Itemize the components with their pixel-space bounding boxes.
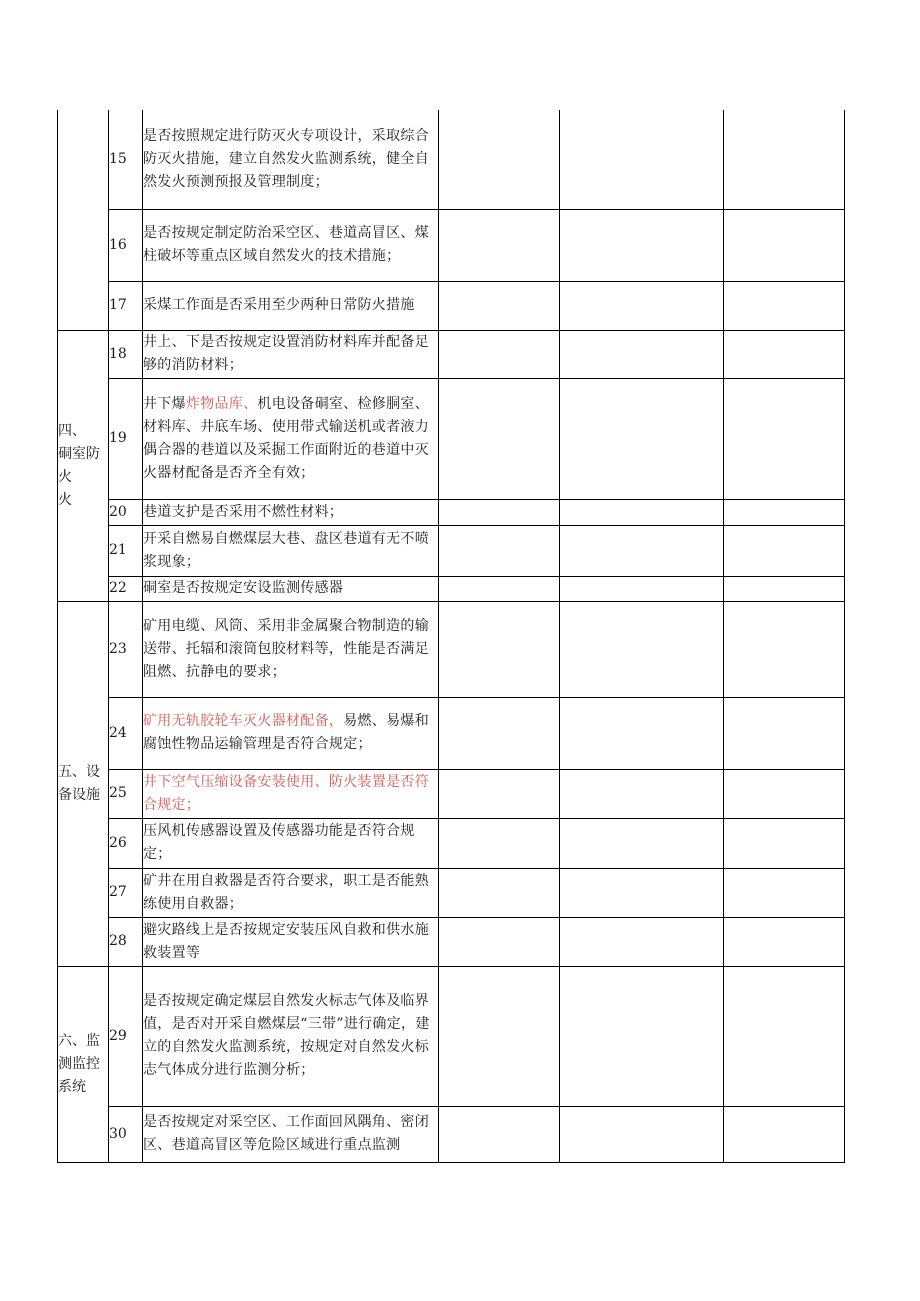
item-content — [143, 697, 439, 769]
item-number: 30 — [109, 1106, 143, 1162]
blank-cell — [724, 330, 845, 378]
item-content — [143, 601, 439, 697]
item-content — [143, 1106, 439, 1162]
blank-cell — [439, 576, 560, 601]
blank-cell — [724, 525, 845, 576]
blank-cell — [724, 1106, 845, 1162]
blank-cell — [560, 818, 724, 868]
blank-cell — [724, 917, 845, 966]
table-row — [58, 281, 845, 330]
item-content — [143, 818, 439, 868]
item-text: 矿井在用自救器是否符合要求，职工是否能熟练使用自救器； — [143, 872, 429, 912]
blank-cell — [724, 868, 845, 917]
blank-cell — [560, 576, 724, 601]
blank-cell — [724, 281, 845, 330]
item-text: 机电设备硐室、检修胴室、材料库、井底车场、使用带式输送机或者液力偶合器的巷道以及采掘工作面附近的巷道中灭火器材配备是否齐全有效； — [143, 395, 430, 481]
item-text: 矿用电缆、风筒、采用非金属聚合物制造的输送带、托辐和滚筒包胶材料等，性能是否满足阻燃、抗静电的要求； — [143, 617, 429, 680]
item-text: 是否按规定确定煤层自然发火标志气体及临界值，是否对开采自燃煤层“三带”进行确定，建立的自然发火监测系统，按规定对自然发火标志气体成分进行监测分析； — [143, 993, 430, 1078]
table-row — [58, 110, 845, 209]
blank-cell — [560, 209, 724, 281]
table-row — [58, 576, 845, 601]
item-number: 16 — [109, 209, 143, 281]
item-number: 26 — [109, 818, 143, 868]
item-number: 19 — [109, 378, 143, 499]
item-text: 避灾路线上是否按规定安装压风自救和供水施救装置等 — [143, 921, 429, 961]
item-content — [143, 576, 439, 601]
blank-cell — [439, 868, 560, 917]
blank-cell — [724, 601, 845, 697]
item-content — [143, 966, 439, 1106]
blank-cell — [439, 378, 560, 499]
item-content — [143, 769, 439, 818]
blank-cell — [560, 499, 724, 525]
blank-cell — [560, 525, 724, 576]
item-number: 15 — [109, 110, 143, 209]
item-number: 18 — [109, 330, 143, 378]
item-text: 开采自燃易自燃煤层大巷、盘区巷道有无不喷浆现象； — [143, 530, 429, 570]
blank-cell — [560, 601, 724, 697]
blank-cell — [724, 818, 845, 868]
item-text: 硐室是否按规定安设监测传感器 — [143, 580, 344, 596]
item-text: 易燃、易爆和腐蚀性物品运输管理是否符合规定； — [143, 713, 430, 752]
item-text: 井上、下是否按规定设置消防材料库并配备足够的消防材料； — [143, 334, 429, 373]
table-row — [58, 378, 845, 499]
blank-cell — [439, 525, 560, 576]
item-content — [143, 525, 439, 576]
blank-cell — [560, 330, 724, 378]
category-label: 四、 硐室防火 火 — [58, 422, 100, 508]
category-label: 五、设 备设施 — [58, 763, 100, 803]
category-cell — [58, 966, 109, 1162]
blank-cell — [439, 818, 560, 868]
item-text: 是否按规定制定防治采空区、巷道高冒区、煤柱破坏等重点区域自然发火的技术措施； — [143, 225, 429, 264]
blank-cell — [724, 378, 845, 499]
item-content — [143, 868, 439, 917]
item-content — [143, 281, 439, 330]
highlighted-text: 井下空气压缩设备安装使用、防火装置是否符合规定； — [143, 773, 429, 813]
item-number: 17 — [109, 281, 143, 330]
item-number: 27 — [109, 868, 143, 917]
blank-cell — [560, 281, 724, 330]
table-row — [58, 499, 845, 525]
blank-cell — [439, 917, 560, 966]
item-number: 22 — [109, 576, 143, 601]
inspection-table — [57, 110, 845, 1163]
blank-cell — [560, 966, 724, 1106]
item-text: 巷道支护是否采用不燃性材料； — [143, 503, 344, 520]
blank-cell — [724, 576, 845, 601]
blank-cell — [724, 697, 845, 769]
item-number: 23 — [109, 601, 143, 697]
blank-cell — [560, 378, 724, 499]
item-text: 是否按规定对采空区、工作面回风隅角、密闭区、巷道高冒区等危险区域进行重点监测 — [143, 1114, 429, 1153]
category-cell — [58, 330, 109, 601]
table-row — [58, 525, 845, 576]
item-number: 25 — [109, 769, 143, 818]
blank-cell — [439, 209, 560, 281]
blank-cell — [439, 330, 560, 378]
item-content — [143, 209, 439, 281]
blank-cell — [724, 966, 845, 1106]
blank-cell — [724, 110, 845, 209]
item-number: 20 — [109, 499, 143, 525]
item-content — [143, 499, 439, 525]
item-content — [143, 330, 439, 378]
item-text: 井下爆 — [143, 395, 186, 412]
blank-cell — [439, 966, 560, 1106]
blank-cell — [439, 601, 560, 697]
category-label: 六、监 测监控 系统 — [58, 1032, 100, 1095]
blank-cell — [560, 1106, 724, 1162]
item-number: 24 — [109, 697, 143, 769]
table-row — [58, 917, 845, 966]
table-row — [58, 868, 845, 917]
table-row — [58, 818, 845, 868]
blank-cell — [560, 110, 724, 209]
table-row — [58, 697, 845, 769]
blank-cell — [439, 769, 560, 818]
item-text: 是否按照规定进行防灭火专项设计，采取综合防灭火措施，建立自然发火监测系统，健全自然发火预测预报及管理制度； — [143, 127, 429, 190]
item-content — [143, 378, 439, 499]
item-text: 采煤工作面是否采用至少两种日常防火措施 — [143, 297, 415, 313]
blank-cell — [724, 769, 845, 818]
blank-cell — [560, 868, 724, 917]
blank-cell — [439, 110, 560, 209]
item-number: 28 — [109, 917, 143, 966]
item-content — [143, 917, 439, 966]
category-cell — [58, 110, 109, 330]
highlighted-text: 炸物品库、 — [185, 395, 258, 412]
blank-cell — [560, 769, 724, 818]
blank-cell — [439, 499, 560, 525]
table-row — [58, 209, 845, 281]
table-row — [58, 601, 845, 697]
blank-cell — [560, 917, 724, 966]
table-row — [58, 330, 845, 378]
blank-cell — [724, 209, 845, 281]
table-row — [58, 1106, 845, 1162]
table-row — [58, 769, 845, 818]
item-content — [143, 110, 439, 209]
item-number: 29 — [109, 966, 143, 1106]
highlighted-text: 矿用无轨胶轮车灭火器材配备， — [143, 713, 344, 729]
blank-cell — [560, 697, 724, 769]
table-row — [58, 966, 845, 1106]
blank-cell — [439, 281, 560, 330]
blank-cell — [439, 697, 560, 769]
blank-cell — [724, 499, 845, 525]
blank-cell — [439, 1106, 560, 1162]
item-text: 压风机传感器设置及传感器功能是否符合规定； — [143, 823, 415, 862]
item-number: 21 — [109, 525, 143, 576]
category-cell — [58, 601, 109, 966]
